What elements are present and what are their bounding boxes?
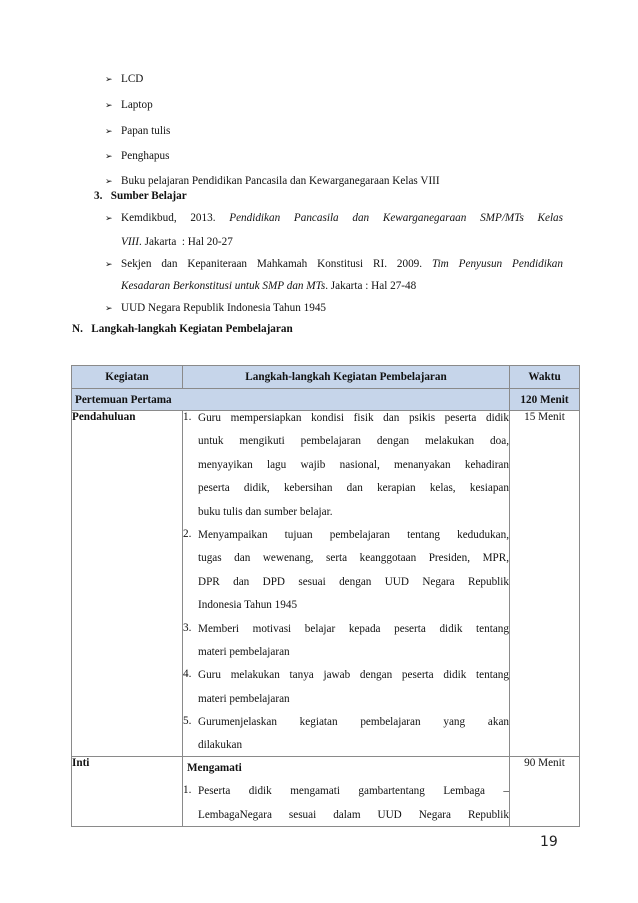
table-row — [72, 411, 580, 757]
header-langkah: Langkah-langkah Kegiatan Pembelajaran — [183, 366, 510, 389]
section-heading-n: N. Langkah-langkah Kegiatan Pembelajaran — [72, 323, 293, 335]
step-item: 1. Peserta didik mengamati gambartentang Lembaga – LembagaNegara sesuai dalam UUD Negara Republik — [183, 784, 509, 821]
meeting-label: Pertemuan Pertama — [72, 389, 510, 411]
table-header-row — [72, 366, 580, 389]
step-item: 3. Memberi motivasi belajar kepada peserta didik tentang materi pembelajaran — [183, 621, 509, 658]
source-item: ➢ Kemdikbud, 2013. Pendidikan Pancasila dan Kewarganegaraan SMP/MTs Kelas — [105, 212, 563, 224]
inti-label: Inti — [72, 757, 183, 826]
meeting-row — [72, 389, 580, 411]
arrow-bullet-icon: ➢ — [105, 152, 113, 162]
inti-time: 90 Menit — [510, 757, 580, 826]
table-row — [72, 757, 580, 826]
header-kegiatan: Kegiatan — [72, 366, 183, 389]
sub-heading-mengamati: Mengamati — [187, 762, 242, 775]
inti-steps — [183, 757, 510, 826]
pendahuluan-time: 15 Menit — [510, 411, 580, 757]
source-item-cont: Kesadaran Berkonstitusi untuk SMP dan MTs. Jakarta : Hal 27-48 — [121, 280, 417, 292]
pendahuluan-label: Pendahuluan — [72, 411, 183, 757]
arrow-bullet-icon: ➢ — [105, 101, 113, 111]
list-item: ➢ Papan tulis — [105, 125, 171, 137]
arrow-bullet-icon: ➢ — [105, 75, 113, 85]
meeting-time: 120 Menit — [510, 389, 580, 411]
section-heading-sumber: 3. Sumber Belajar — [94, 190, 187, 202]
arrow-bullet-icon: ➢ — [105, 127, 113, 137]
pendahuluan-steps — [183, 411, 510, 757]
list-item: ➢ Buku pelajaran Pendidikan Pancasila dan Kewarganegaraan Kelas VIII — [105, 175, 440, 187]
step-item: 2. Menyampaikan tujuan pembelajaran tentang kedudukan, tugas dan wewenang, serta keanggotaan Presiden, MPR, DPR dan DPD sesuai dengan UUD Negara Republik Indonesia Tahun 1945 — [183, 527, 509, 612]
header-waktu: Waktu — [510, 366, 580, 389]
source-item: ➢ UUD Negara Republik Indonesia Tahun 1945 — [105, 302, 327, 314]
list-item: ➢ Penghapus — [105, 150, 170, 162]
step-item: 5. Gurumenjelaskan kegiatan pembelajaran yang akan dilakukan — [183, 715, 509, 752]
arrow-bullet-icon: ➢ — [105, 304, 113, 314]
source-item-cont: VIII. Jakarta : Hal 20-27 — [121, 236, 233, 248]
kegiatan-table — [71, 365, 580, 827]
step-item: 4. Guru melakukan tanya jawab dengan peserta didik tentang materi pembelajaran — [183, 668, 509, 705]
step-item: 1. Guru mempersiapkan kondisi fisik dan psikis peserta didik untuk mengikuti pembelajaran dengan melakukan doa, menyayikan lagu wajib nasional, menanyakan kehadiran peserta didik, kebersihan dan kerapian kelas, kesiapan buku tulis dan sumber belajar. — [183, 411, 509, 518]
list-item: ➢ Laptop — [105, 99, 153, 111]
page-number: 19 — [540, 834, 558, 850]
arrow-bullet-icon: ➢ — [105, 177, 113, 187]
list-item: ➢ LCD — [105, 73, 144, 85]
source-item: ➢ Sekjen dan Kepaniteraan Mahkamah Konstitusi RI. 2009. Tim Penyusun Pendidikan — [105, 258, 563, 270]
arrow-bullet-icon: ➢ — [105, 260, 113, 270]
arrow-bullet-icon: ➢ — [105, 214, 113, 224]
